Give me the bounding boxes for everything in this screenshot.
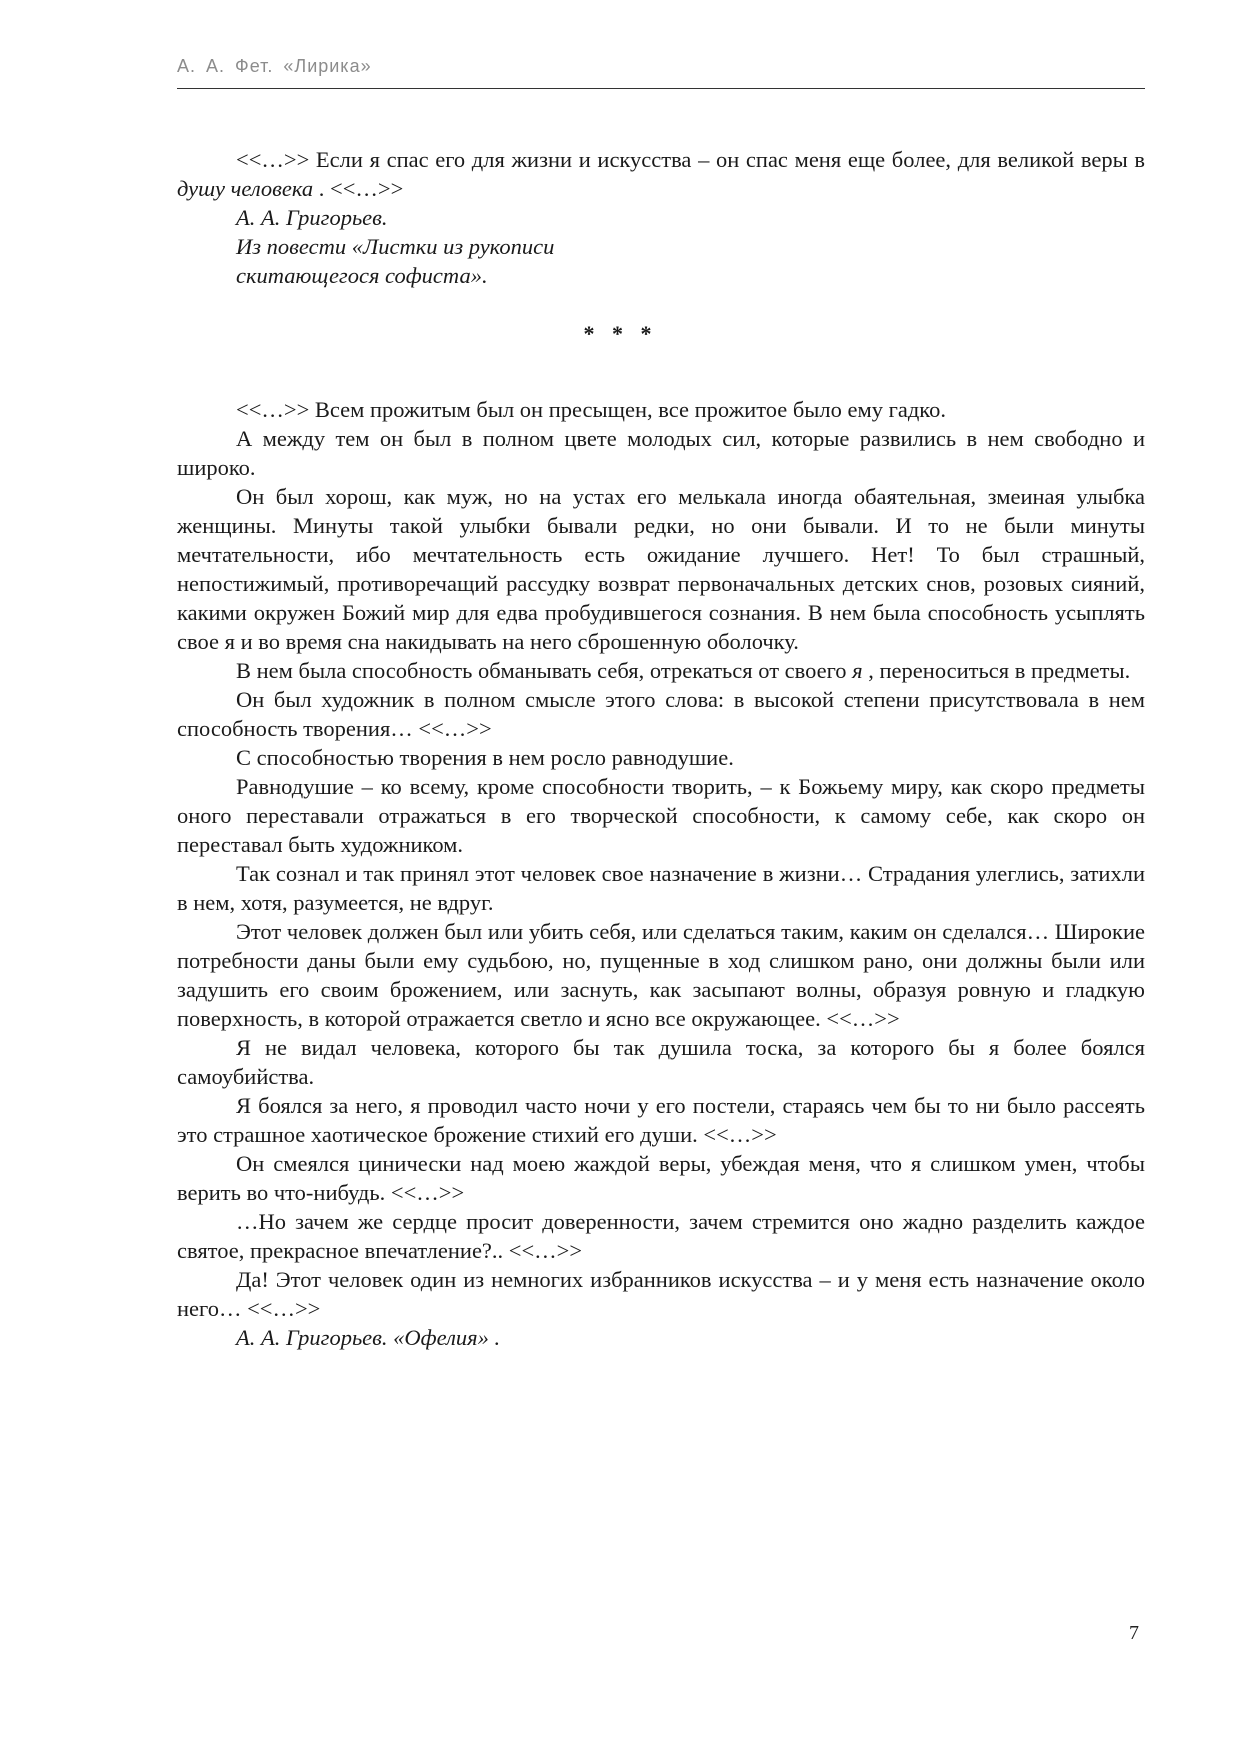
paragraph-text-end: , переноситься в предметы. bbox=[862, 658, 1131, 683]
epigraph-block bbox=[177, 145, 1145, 290]
epigraph-paragraph bbox=[177, 145, 1145, 203]
body-paragraph: Да! Этот человек один из немногих избранников искусства – и у меня есть назначение около него… <<…>> bbox=[177, 1267, 1145, 1321]
source-signature: А. А. Григорьев. «Офелия» . bbox=[236, 1325, 501, 1350]
body-paragraph: Я не видал человека, которого бы так душила тоска, за которого бы я более боялся самоубийства. bbox=[177, 1035, 1145, 1089]
epigraph-text-start: <<…>> Если я спас его для жизни и искусства – он спас меня еще более, для великой веры в bbox=[236, 147, 1145, 172]
header-rule bbox=[177, 88, 1145, 89]
epigraph-text-end: . <<…>> bbox=[313, 176, 404, 201]
body-paragraph bbox=[177, 656, 1145, 685]
paragraph-text-start: В нем была способность обманывать себя, отрекаться от своего bbox=[236, 658, 853, 683]
section-separator: * * * bbox=[583, 321, 658, 346]
body-paragraph: …Но зачем же сердце просит доверенности, зачем стремится оно жадно разделить каждое святое, прекрасное впечатление?.. <<…>> bbox=[177, 1209, 1145, 1263]
body-paragraph: Он был художник в полном смысле этого слова: в высокой степени присутствовала в нем способность творения… <<…>> bbox=[177, 687, 1145, 741]
body-paragraph: Он смеялся цинически над моею жаждой веры, убеждая меня, что я слишком умен, чтобы верить во что-нибудь. <<…>> bbox=[177, 1151, 1145, 1205]
body-paragraph: Этот человек должен был или убить себя, или сделаться таким, каким он сделался… Широкие потребности даны были ему судьбою, но, пущенные в ход слишком рано, они должны были или задушить его своим брожением, или заснуть, как засыпают волны, образуя ровную и гладкую поверхность, в которой отражается светло и ясно все окружающее. <<…>> bbox=[177, 919, 1145, 1031]
body-paragraph: А между тем он был в полном цвете молодых сил, которые развились в нем свободно и широко. bbox=[177, 426, 1145, 480]
body-paragraph: Так сознал и так принял этот человек свое назначение в жизни… Страдания улеглись, затихли в нем, хотя, разумеется, не вдруг. bbox=[177, 861, 1145, 915]
body-paragraph: Я боялся за него, я проводил часто ночи у его постели, стараясь чем бы то ни было рассеять это страшное хаотическое брожение стихий его души. <<…>> bbox=[177, 1093, 1145, 1147]
body-paragraph: Равнодушие – ко всему, кроме способности творить, – к Божьему миру, как скоро предметы оного переставали отражаться в его творческой способности, к самому себе, как скоро он переставал быть художником. bbox=[177, 774, 1145, 857]
main-text-block bbox=[177, 395, 1145, 1352]
epigraph-attribution-line: скитающегося софиста». bbox=[236, 263, 488, 288]
epigraph-emphasis: душу человека bbox=[177, 176, 314, 201]
page-number: 7 bbox=[1129, 1622, 1139, 1644]
epigraph-attribution-line: А. А. Григорьев. bbox=[236, 205, 388, 230]
running-head: А. А. Фет. «Лирика» bbox=[177, 56, 372, 76]
epigraph-attribution-line: Из повести «Листки из рукописи bbox=[236, 234, 555, 259]
body-paragraph: <<…>> Всем прожитым был он пресыщен, все прожитое было ему гадко. bbox=[236, 397, 946, 422]
paragraph-emphasis: я bbox=[852, 658, 863, 683]
body-paragraph: Он был хорош, как муж, но на устах его мелькала иногда обаятельная, змеиная улыбка женщины. Минуты такой улыбки бывали редки, но они бывали. И то не были минуты мечтательности, ибо мечтательность есть ожидание лучшего. Нет! То был страшный, непостижимый, противоречащий рассудку возврат первоначальных детских снов, розовых сияний, какими окружен Божий мир для едва пробудившегося сознания. В нем была способность усыплять свое я и во время сна накидывать на него сброшенную оболочку. bbox=[177, 484, 1145, 654]
body-paragraph: С способностью творения в нем росло равнодушие. bbox=[236, 745, 734, 770]
